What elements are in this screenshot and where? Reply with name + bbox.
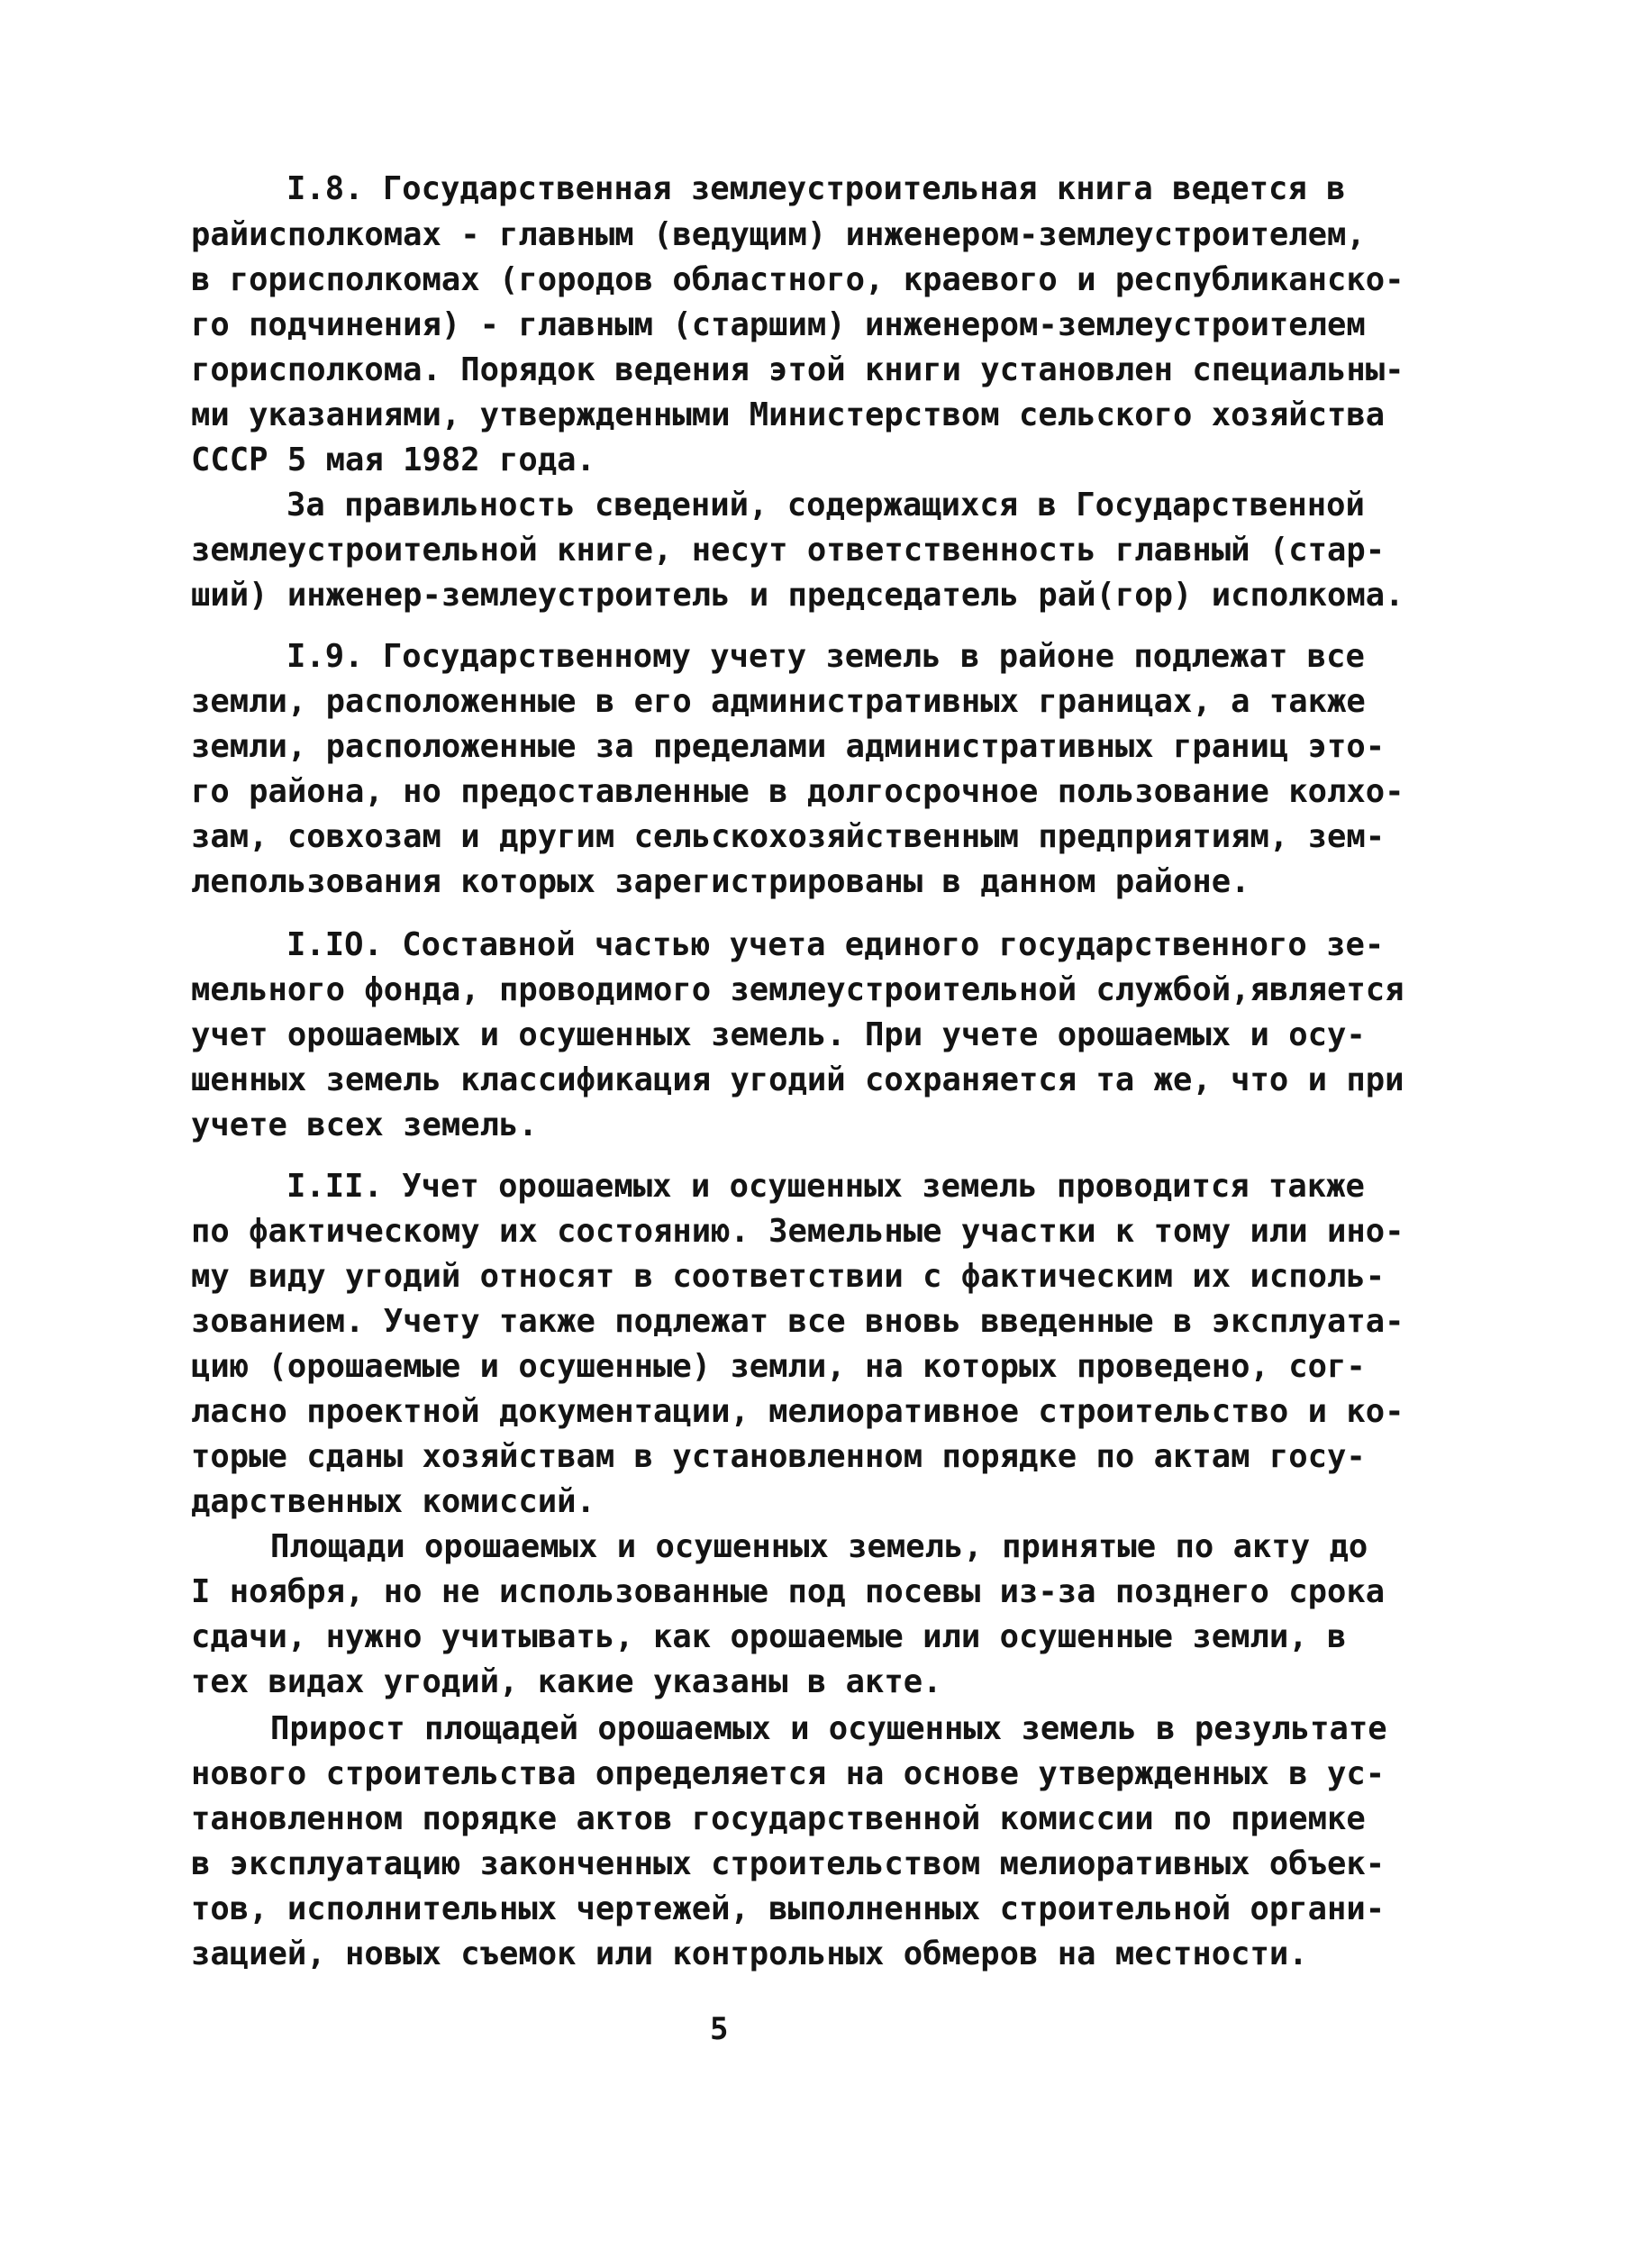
- text-line: тановленном порядке актов государственной комиссии по приемке: [191, 1800, 1366, 1837]
- text-line: За правильность сведений, содержащихся в Государственной: [286, 487, 1365, 524]
- text-line: шенных земель классификация угодий сохраняется та же, что и при: [191, 1061, 1404, 1098]
- text-line: I.IO. Составной частью учета единого государственного зе-: [286, 926, 1385, 963]
- text-line: му виду угодий относят в соответствии с фактическим их исполь-: [191, 1258, 1386, 1295]
- text-line: в эксплуатацию законченных строительством мелиоративных объек-: [191, 1845, 1386, 1882]
- text-line: по фактическому их состоянию. Земельные участки к тому или ино-: [191, 1213, 1404, 1250]
- text-line: го подчинения) - главным (старшим) инженером-землеустроителем: [191, 306, 1366, 343]
- text-line: землеустроительной книге, несут ответственность главный (стар-: [191, 532, 1386, 569]
- text-line: горисполкома. Порядок ведения этой книги установлен специальны-: [191, 351, 1404, 388]
- text-line: зам, совхозам и другим сельскохозяйственным предприятиям, зем-: [191, 818, 1386, 855]
- text-line: зацией, новых съемок или контрольных обмеров на местности.: [191, 1936, 1308, 1972]
- text-line: учет орошаемых и осушенных земель. При учете орошаемых и осу-: [191, 1016, 1366, 1053]
- text-line: I.II. Учет орошаемых и осушенных земель проводится также: [286, 1168, 1365, 1205]
- text-line: ми указаниями, утвержденными Министерством сельского хозяйства: [191, 396, 1386, 433]
- text-line: I.8. Государственная землеустроительная книга ведется в: [286, 170, 1346, 207]
- text-line: мельного фонда, проводимого землеустроительной службой,является: [191, 971, 1404, 1008]
- text-line: I ноября, но не использованные под посевы из-за позднего срока: [191, 1573, 1386, 1610]
- text-line: СССР 5 мая 1982 года.: [191, 442, 595, 478]
- text-line: торые сданы хозяйствам в установленном порядке по актам госу-: [191, 1438, 1366, 1475]
- text-line: райисполкомах - главным (ведущим) инженером-землеустроителем,: [191, 216, 1366, 253]
- text-line: земли, расположенные за пределами административных границ это-: [191, 728, 1386, 765]
- text-line: ласно проектной документации, мелиоративное строительство и ко-: [191, 1393, 1404, 1430]
- text-line: нового строительства определяется на основе утвержденных в ус-: [191, 1755, 1386, 1792]
- text-line: учете всех земель.: [191, 1107, 538, 1143]
- text-line: тов, исполнительных чертежей, выполненных строительной органи-: [191, 1890, 1386, 1927]
- text-line: Прирост площадей орошаемых и осушенных земель в результате: [270, 1710, 1387, 1747]
- text-line: тех видах угодий, какие указаны в акте.: [191, 1663, 942, 1700]
- text-line: Площади орошаемых и осушенных земель, принятые по акту до: [270, 1528, 1368, 1565]
- text-line: сдачи, нужно учитывать, как орошаемые или осушенные земли, в: [191, 1618, 1347, 1655]
- text-line: го района, но предоставленные в долгосрочное пользование колхо-: [191, 773, 1404, 810]
- text-line: в горисполкомах (городов областного, краевого и республиканско-: [191, 261, 1404, 298]
- text-line: I.9. Государственному учету земель в районе подлежат все: [286, 638, 1365, 675]
- text-line: дарственных комиссий.: [191, 1483, 595, 1520]
- text-line: ший) инженер-землеустроитель и председатель рай(гор) исполкома.: [191, 577, 1404, 614]
- text-line: лепользования которых зарегистрированы в данном районе.: [191, 863, 1250, 900]
- text-line: цию (орошаемые и осушенные) земли, на которых проведено, сог-: [191, 1348, 1366, 1385]
- text-line: зованием. Учету также подлежат все вновь введенные в эксплуата-: [191, 1303, 1404, 1340]
- text-line: земли, расположенные в его административных границах, а также: [191, 683, 1366, 720]
- page-number: 5: [710, 2011, 729, 2047]
